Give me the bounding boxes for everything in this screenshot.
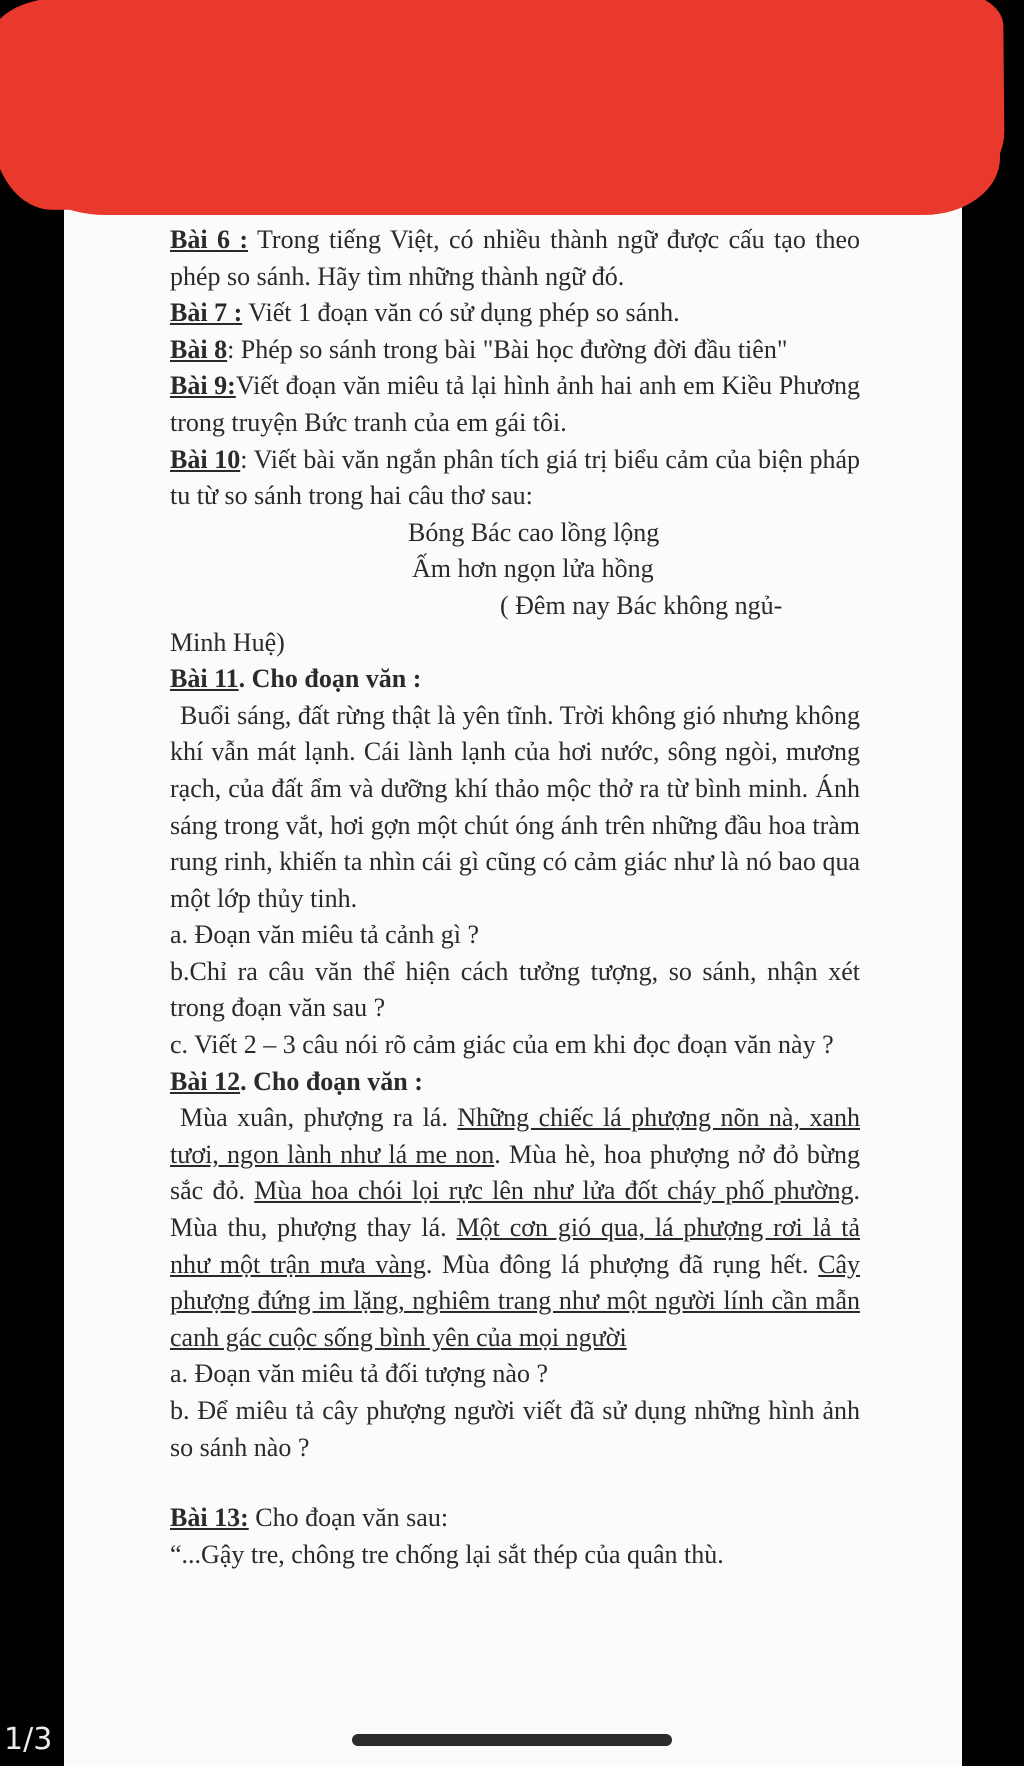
passage-underlined-sentence: Mùa hoa chói lọi rực lên như lửa đốt cháy phố phường: [254, 1176, 854, 1206]
exercise-8: [170, 332, 860, 369]
exercise-7: [170, 295, 860, 332]
exercise-10-label: Bài 10: [170, 444, 241, 474]
exercise-10: [170, 442, 860, 515]
scroll-indicator[interactable]: [352, 1734, 672, 1746]
exercise-12-question-b: b. Để miêu tả cây phượng người viết đã sử dụng những hình ảnh so sánh nào ?: [170, 1396, 860, 1462]
exercise-8-text: : Phép so sánh trong bài "Bài học đường đời đầu tiên": [227, 334, 788, 364]
passage-underlined-sentence: Một cơn gió qua, lá phượng rơi lả tả như một trận mưa vàng: [170, 1213, 860, 1279]
poem-line-2: Ấm hơn ngọn lửa hồng: [412, 554, 654, 584]
exercise-6-label: Bài 6 :: [170, 225, 249, 254]
passage-underlined-sentence: Cây phượng đứng im lặng, nghiêm trang như một người lính cần mẫn canh gác cuộc sống bình yên của mọi người: [170, 1249, 861, 1352]
exercise-9-label: Bài 9:: [170, 371, 236, 401]
exercise-10-text: : Viết bài văn ngắn phân tích giá trị biểu cảm của biện pháp tu từ so sánh trong hai câu thơ sau:: [170, 444, 860, 511]
page-counter: 1/3: [4, 1722, 53, 1757]
exercise-12-question-a: a. Đoạn văn miêu tả đối tượng nào ?: [170, 1359, 549, 1389]
exercise-7-text: Viết 1 đoạn văn có sử dụng phép so sánh.: [242, 298, 680, 328]
poem-source: ( Đêm nay Bác không ngủ-: [500, 590, 783, 620]
poem-source-author: Minh Huệ): [170, 627, 285, 657]
passage-sentence: . Mùa đông lá phượng đã rụng hết.: [425, 1249, 819, 1279]
poem-line-1: Bóng Bác cao lồng lộng: [408, 517, 660, 547]
exercise-13-label: Bài 13:: [170, 1503, 249, 1533]
exercise-9: [170, 368, 860, 441]
exercise-11-passage: Buổi sáng, đất rừng thật là yên tĩnh. Trời không gió nhưng không khí vẫn mát lạnh. Cái lành lạnh của hơi nước, sông ngòi, mương rạch, của đất ẩm và dưỡng khí thảo mộc thở ra từ bình minh. Ánh sáng trong vắt, hơi gợn một chút óng ánh trên những đầu hoa tràm rung rinh, khiến ta nhìn cái gì cũng có cảm giác như là nó bao qua một lớp thủy tinh.: [170, 700, 861, 913]
exercise-11-title: . Cho đoạn văn :: [238, 664, 422, 694]
exercise-11-question-a: a. Đoạn văn miêu tả cảnh gì ?: [170, 920, 479, 950]
exercise-11-question-c: c. Viết 2 – 3 câu nói rõ cảm giác của em khi đọc đoạn văn này ?: [170, 1030, 834, 1060]
exercise-12-title: . Cho đoạn văn :: [240, 1066, 423, 1096]
exercise-12-label: Bài 12: [170, 1066, 241, 1096]
red-redaction-mark-lower: [20, 120, 1000, 215]
exercise-6-text: Trong tiếng Việt, có nhiều thành ngữ được cấu tạo theo phép so sánh. Hãy tìm những thành ngữ đó.: [170, 225, 860, 291]
exercise-12-passage: [170, 1100, 860, 1356]
exercise-6: [170, 222, 860, 295]
passage-sentence: Mùa xuân, phượng ra lá.: [180, 1103, 458, 1133]
exercise-11-question-b: b.Chỉ ra câu văn thể hiện cách tưởng tượng, so sánh, nhận xét trong đoạn văn sau ?: [170, 956, 860, 1023]
exercise-11-heading: [170, 661, 860, 698]
passage-sentence: . Mùa hè, hoa phượng nở đỏ bừng sắc đỏ.: [170, 1139, 861, 1206]
exercise-13: [170, 1500, 860, 1537]
exercise-13-text: Cho đoạn văn sau:: [248, 1503, 449, 1533]
exercise-7-label: Bài 7 :: [170, 298, 243, 328]
spacer: [170, 1466, 860, 1500]
exercise-8-label: Bài 8: [170, 334, 228, 364]
document-text: [170, 222, 860, 1573]
exercise-11-label: Bài 11: [170, 664, 239, 694]
exercise-9-text: Viết đoạn văn miêu tả lại hình ảnh hai anh em Kiều Phương trong truyện Bức tranh của em gái tôi.: [170, 371, 860, 437]
passage-underlined-sentence: Những chiếc lá phượng nõn nà, xanh tươi, ngon lành như lá me non: [170, 1103, 860, 1169]
exercise-12-heading: [170, 1064, 860, 1101]
passage-sentence: . Mùa thu, phượng thay lá.: [170, 1176, 860, 1243]
exercise-13-quote: “...Gậy tre, chông tre chống lại sắt thép của quân thù.: [170, 1539, 724, 1569]
